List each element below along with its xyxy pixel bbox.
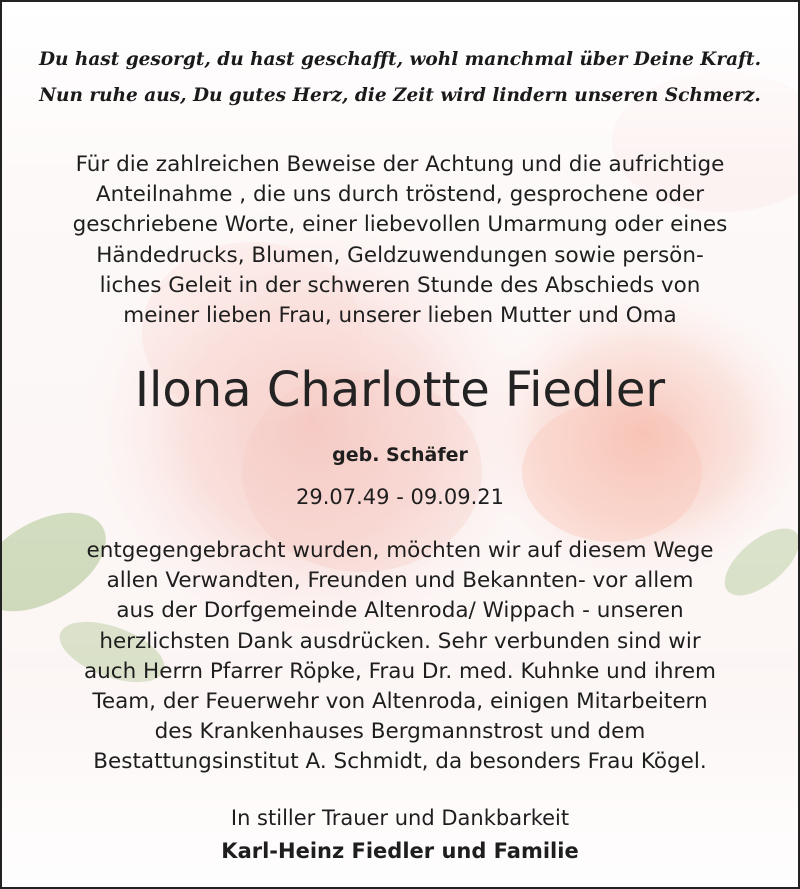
memorial-verse bbox=[22, 42, 778, 114]
verse-line-1: Du hast gesorgt, du hast geschafft, wohl manchmal über Deine Kraft. bbox=[38, 49, 762, 70]
thanks-line: Bestattungsinstitut A. Schmidt, da besonders Frau Kögel. bbox=[93, 749, 707, 775]
thanks-line: auch Herrn Pfarrer Röpke, Frau Dr. med. Kuhnke und ihrem bbox=[83, 658, 717, 684]
verse-line-2: Nun ruhe aus, Du gutes Herz, die Zeit wird lindern unseren Schmerz. bbox=[39, 85, 761, 106]
signature-family: Karl-Heinz Fiedler und Familie bbox=[221, 839, 579, 863]
deceased-name: Ilona Charlotte Fiedler bbox=[134, 362, 666, 418]
intro-line: Händedrucks, Blumen, Geldzuwendungen sowie persön- bbox=[96, 242, 704, 268]
maiden-name: geb. Schäfer bbox=[332, 444, 468, 466]
intro-paragraph bbox=[22, 150, 778, 331]
intro-line: meiner lieben Frau, unserer lieben Mutter und Oma bbox=[123, 303, 677, 329]
thanks-line: des Krankenhauses Bergmannstrost und dem bbox=[154, 719, 646, 745]
intro-line: Für die zahlreichen Beweise der Achtung und die aufrichtige bbox=[75, 152, 725, 177]
thanks-line: herzlichsten Dank ausdrücken. Sehr verbunden sind wir bbox=[99, 628, 701, 654]
life-dates: 29.07.49 - 09.09.21 bbox=[296, 485, 504, 509]
thanks-line: Team, der Feuerwehr von Altenroda, einigen Mitarbeitern bbox=[92, 689, 708, 715]
intro-line: geschriebene Worte, einer liebevollen Umarmung oder eines bbox=[72, 212, 728, 238]
thanks-line: allen Verwandten, Freunden und Bekannten- vor allem bbox=[106, 568, 694, 594]
closing-line: In stiller Trauer und Dankbarkeit bbox=[230, 806, 570, 830]
intro-line: liches Geleit in der schweren Stunde des Abschieds von bbox=[99, 272, 701, 298]
thanks-paragraph bbox=[22, 536, 778, 778]
obituary-content bbox=[2, 2, 798, 887]
closing-block bbox=[2, 802, 798, 868]
thanks-line: entgegengebracht wurden, möchten wir auf diesem Wege bbox=[86, 538, 714, 563]
thanks-line: aus der Dorfgemeinde Altenroda/ Wippach - unseren bbox=[116, 598, 684, 624]
intro-line: Anteilnahme , die uns durch tröstend, gesprochene oder bbox=[95, 182, 705, 208]
